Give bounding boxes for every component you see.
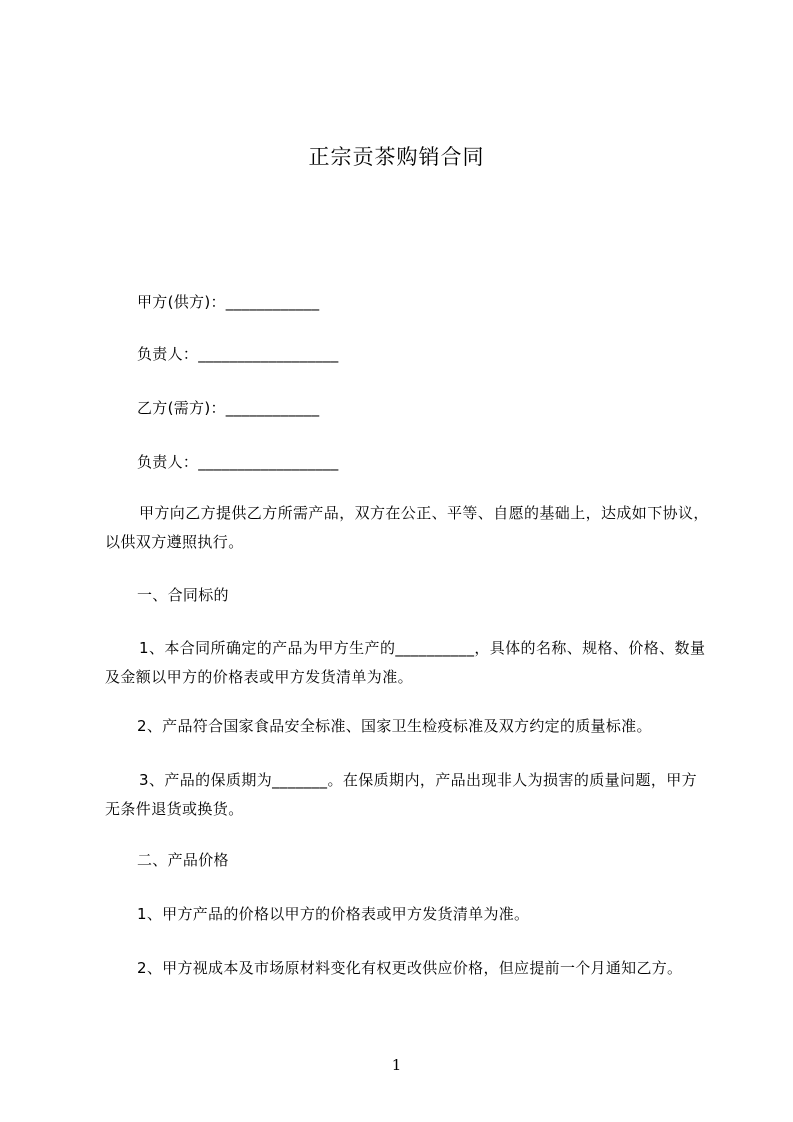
party-a-line: 甲方(供方)：____________	[137, 293, 320, 311]
section-1-item-2: 2、产品符合国家食品安全标准、国家卫生检疫标准及双方约定的质量标准。	[137, 717, 652, 735]
party-b-line: 乙方(需方)：____________	[137, 399, 320, 417]
party-b-representative-line: 负责人：__________________	[137, 453, 339, 471]
intro-paragraph: 甲方向乙方提供乙方所需产品，双方在公正、平等、自愿的基础上，达成如下协议，以供双方遵照执行。	[105, 504, 709, 551]
section-1-item-3: 3、产品的保质期为_______。在保质期内，产品出现非人为损害的质量问题，甲方无条件退货或换货。	[105, 771, 698, 818]
section-2-heading: 二、产品价格	[137, 851, 229, 869]
section-1-item-1: 1、本合同所确定的产品为甲方生产的__________，具体的名称、规格、价格、数量及金额以甲方的价格表或甲方发货清单为准。	[105, 639, 706, 686]
section-2-item-1: 1、甲方产品的价格以甲方的价格表或甲方发货清单为准。	[137, 905, 530, 923]
section-2-item-2: 2、甲方视成本及市场原材料变化有权更改供应价格，但应提前一个月通知乙方。	[137, 959, 683, 977]
party-a-representative-line: 负责人：__________________	[137, 345, 339, 363]
page-number: 1	[391, 1056, 402, 1074]
document-title: 正宗贡茶购销合同	[308, 145, 485, 169]
section-1-heading: 一、合同标的	[137, 586, 229, 604]
